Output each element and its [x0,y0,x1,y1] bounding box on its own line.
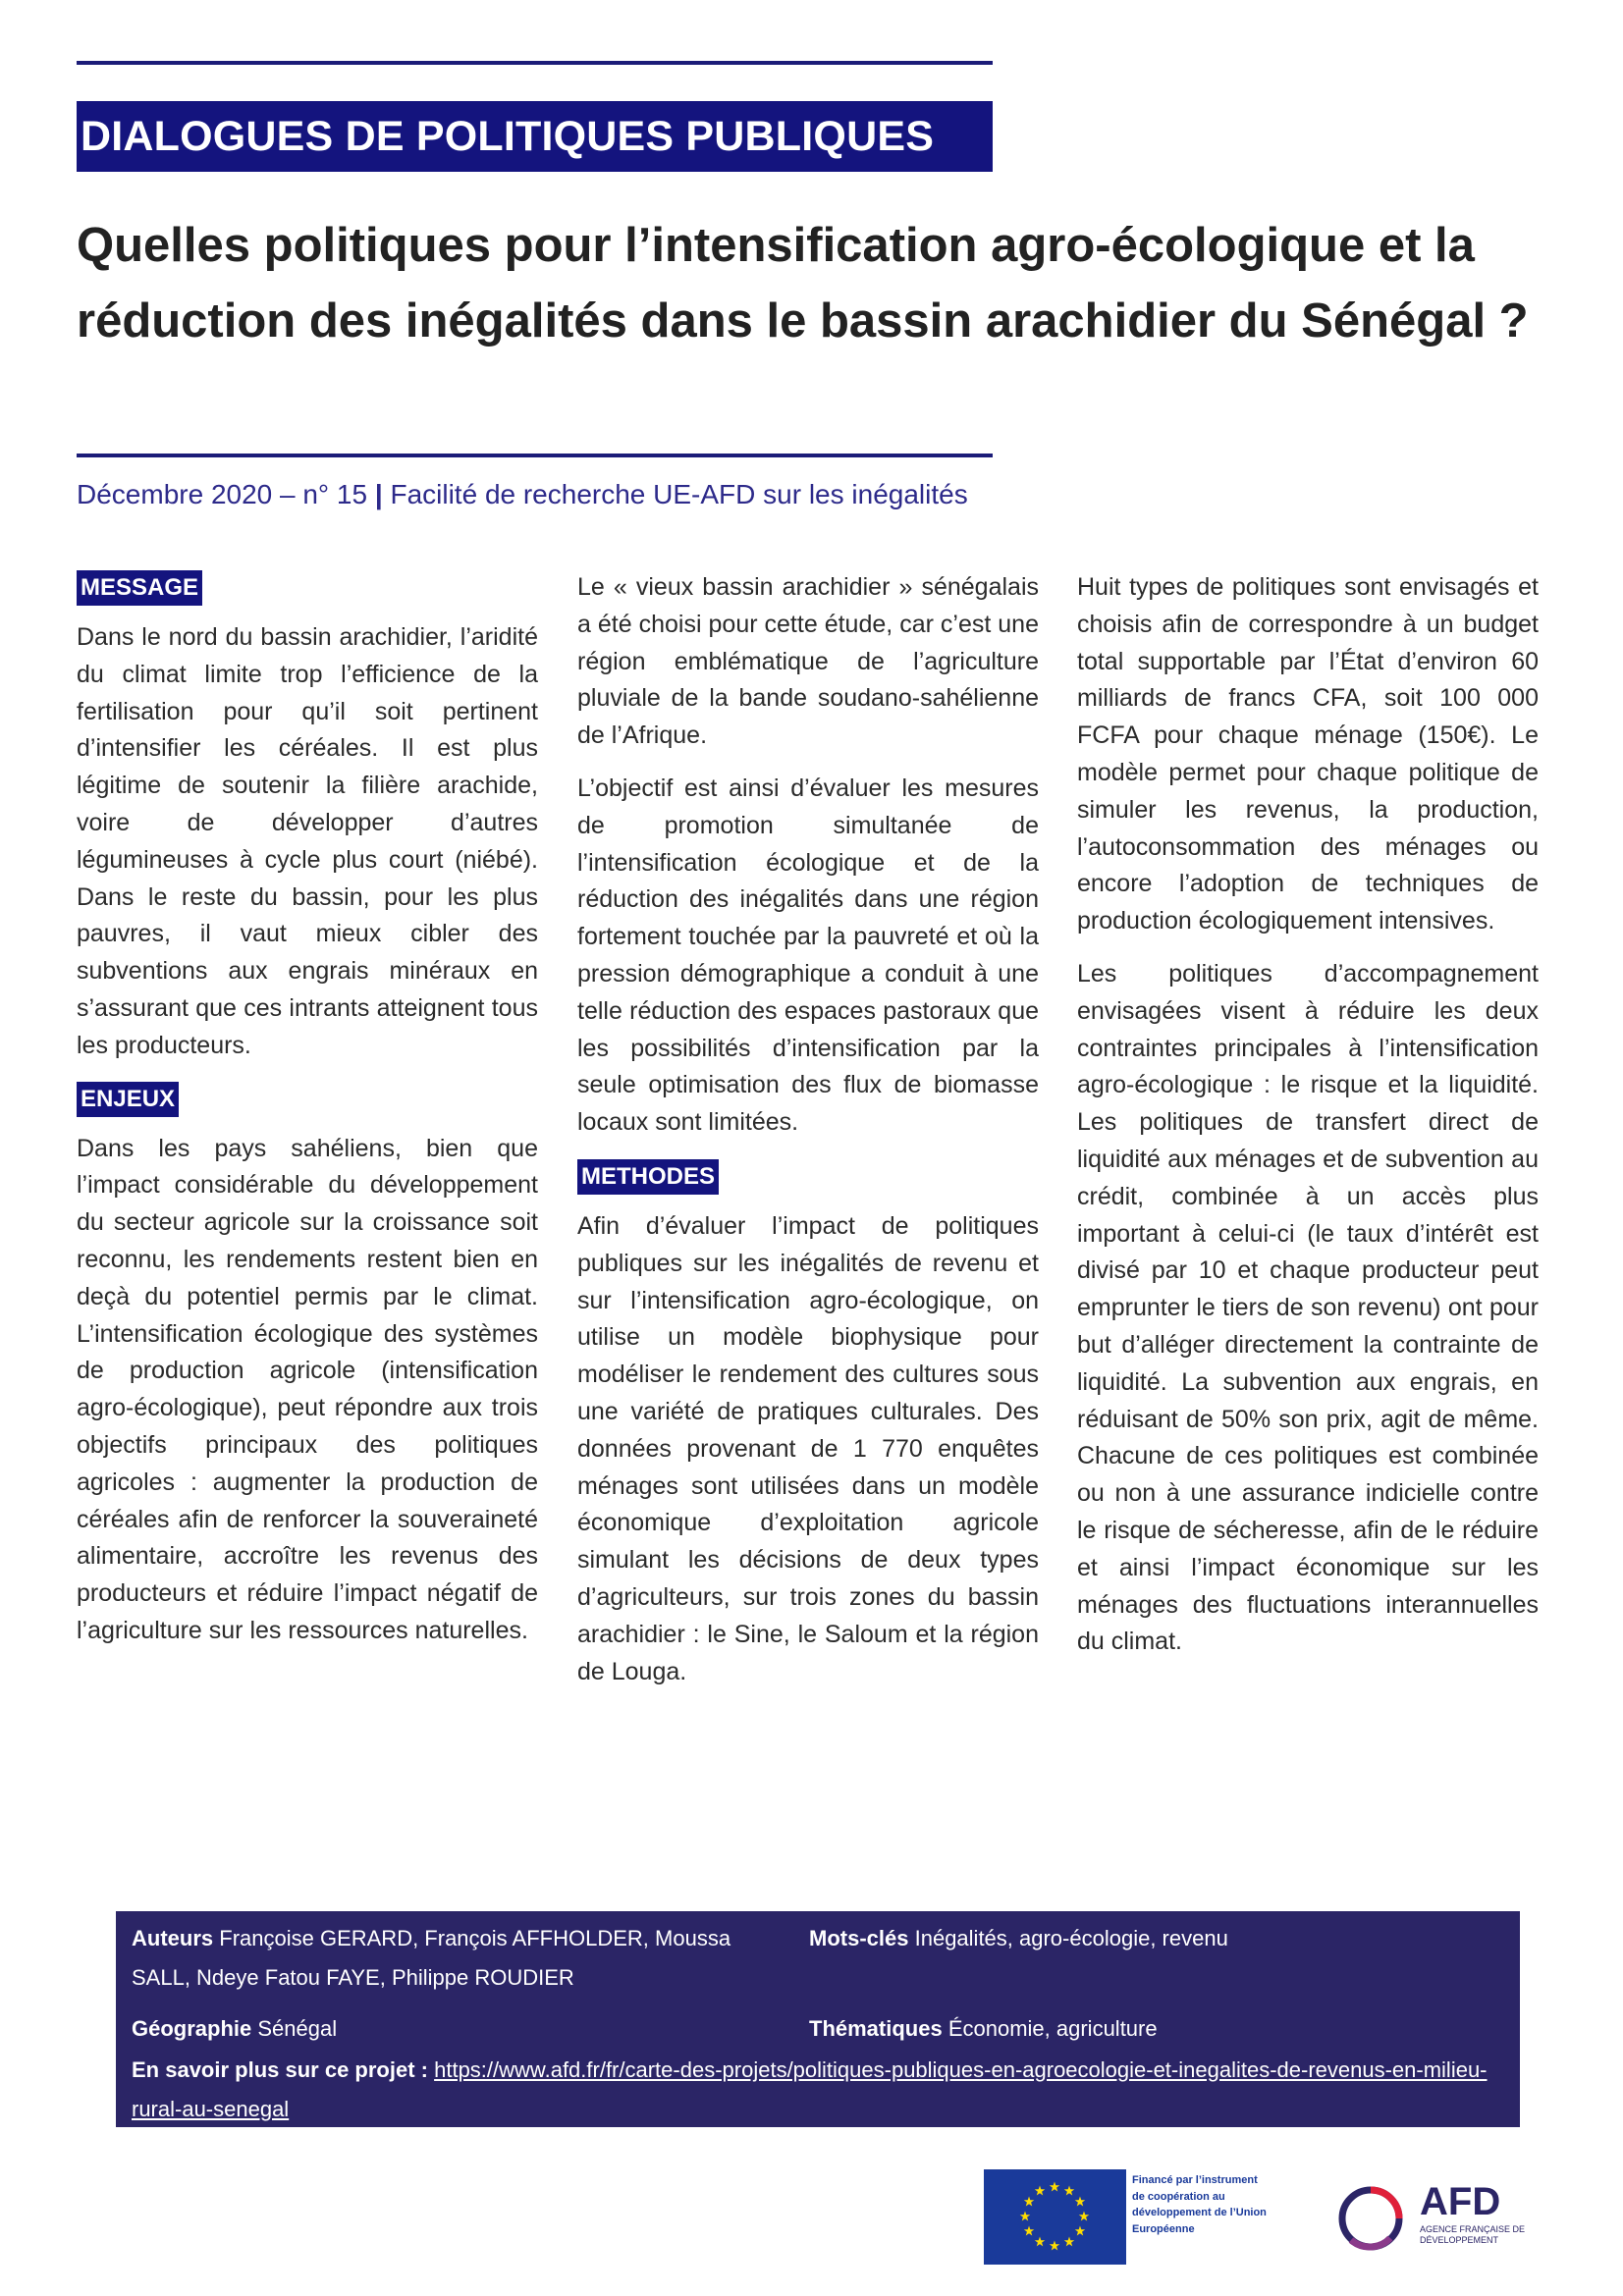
eu-flag-logo [984,2169,1126,2265]
learn-more-label: En savoir plus sur ce projet : [132,2057,428,2082]
afd-name: AFD [1420,2180,1501,2223]
project-link[interactable]: https://www.afd.fr/fr/carte-des-projets/politiques-publiques-en-agroecologie-et-inegalites-de-revenus-en-milieu-rural-au-senegal [132,2057,1488,2121]
keywords [809,1919,1496,1958]
title-rule [77,454,993,457]
subtitle-separator: | [374,479,383,509]
project-info-box [116,1911,1520,2127]
top-rule [77,61,993,65]
section-label-message: MESSAGE [77,570,202,606]
message-text: Dans le nord du bassin arachidier, l’aridité du climat limite trop l’efficience de la fertilisation pour qu’il soit pertinent d’intensifier les céréales. Il est plus légitime de soutenir la filière arachide, voire de développer d’autres légumineuses à cycle plus court (niébé). Dans le reste du bassin, pour les plus pauvres, il vaut mieux cibler des subventions aux engrais minéraux en s’assurant que ces intrants atteignent tous les producteurs. [77,623,538,1059]
policies-paragraph-2: Les politiques d’accompagnement envisagées visent à réduire les deux contraintes principales à l’intensification agro-écologique : le risque et la liquidité. Les politiques de transfert direct de liquidité aux ménages et de subvention au crédit, combinée à un accès plus important à celui-ci (le taux d’intérêt est divisé par 10 et chaque producteur peut emprunter le tiers de son revenu) ont pour but d’alléger directement la contrainte de liquidité. La subvention aux engrais, en réduisant de 50% son prix, agit de même. Chacune de ces politiques est combinée ou non à une assurance indicielle contre le risque de sécheresse, afin de le réduire et ainsi l’impact économique sur les ménages des fluctuations interannuelles du climat. [1077,959,1539,1656]
geography [132,2009,337,2049]
series-title: DIALOGUES DE POLITIQUES PUBLIQUES [77,101,993,172]
eu-stars-icon [984,2169,1126,2265]
context-paragraph-1: Le « vieux bassin arachidier » sénégalais a été choisi pour cette étude, car c’est une région emblématique de l’agriculture pluviale de la bande soudano-sahélienne de l’Afrique. [577,573,1039,750]
authors-label: Auteurs [132,1926,214,1950]
geography-value: Sénégal [257,2016,338,2041]
themes-value: Économie, agriculture [947,2016,1158,2041]
page-title: Quelles politiques pour l’intensification agro-écologique et la réduction des inégalités dans le bassin arachidier du Sénégal ? [77,219,1529,347]
column-3 [1077,569,1539,1677]
column-1 [77,569,538,1666]
enjeux-text: Dans les pays sahéliens, bien que l’impact considérable du développement du secteur agricole sur la croissance soit reconnu, les rendements restent bien en deçà du potentiel permis par le climat. L’intensification écologique des systèmes de production agricole (intensification agro-écologique), peut répondre aux trois objectifs principaux des politiques agricoles : augmenter la production de céréales afin de renforcer la souveraineté alimentaire, accroître les revenus des producteurs et réduire l’impact négatif de l’agriculture sur les ressources naturelles. [77,1134,538,1644]
section-label-enjeux: ENJEUX [77,1082,179,1117]
publication-date: Décembre 2020 – n° 15 [77,479,368,509]
research-facility: Facilité de recherche UE-AFD sur les inégalités [390,479,968,509]
geography-label: Géographie [132,2016,252,2041]
methodes-text: Afin d’évaluer l’impact de politiques publiques sur les inégalités de revenu et sur l’intensification agro-écologique, on utilise un modèle biophysique pour modéliser le rendement des cultures sous une variété de pratiques culturales. Des données provenant de 1 770 enquêtes ménages sont utilisées dans un modèle économique d’exploitation agricole simulant les décisions de deux types d’agriculteurs, sur trois zones du bassin arachidier : le Sine, le Saloum et la région de Louga. [577,1211,1039,1685]
authors [132,1919,780,1998]
column-2 [577,569,1039,1706]
keywords-label: Mots-clés [809,1926,909,1950]
keywords-value: Inégalités, agro-écologie, revenu [914,1926,1228,1950]
section-label-methodes: METHODES [577,1159,719,1195]
context-paragraph-2: L’objectif est ainsi d’évaluer les mesures de promotion simultanée de l’intensification écologique et de la réduction des inégalités dans une région fortement touchée par la pauvreté et où la pression démographique a conduit à une telle réduction des espaces pastoraux que les possibilités d’intensification par la seule optimisation des flux de biomasse locaux sont limitées. [577,774,1039,1137]
policies-paragraph-1: Huit types de politiques sont envisagés et choisis afin de correspondre à un budget total supportable par l’État d’environ 60 milliards de francs CFA, soit 100 000 FCFA pour chaque ménage (150€). Le modèle permet pour chaque politique de simuler les revenus, la production, l’autoconsommation des ménages ou encore l’adoption de techniques de production écologiquement intensives. [1077,573,1539,935]
eu-funding-text: Financé par l’instrument de coopération au développement de l’Union Européenne [1132,2174,1267,2235]
authors-value: Françoise GERARD, François AFFHOLDER, Moussa SALL, Ndeye Fatou FAYE, Philippe ROUDIER [132,1926,731,1990]
afd-full-name: AGENCE FRANÇAISE DE DÉVELOPPEMENT [1420,2224,1526,2245]
publication-info [77,479,968,510]
themes [809,2009,1158,2049]
learn-more [132,2051,1506,2129]
themes-label: Thématiques [809,2016,943,2041]
